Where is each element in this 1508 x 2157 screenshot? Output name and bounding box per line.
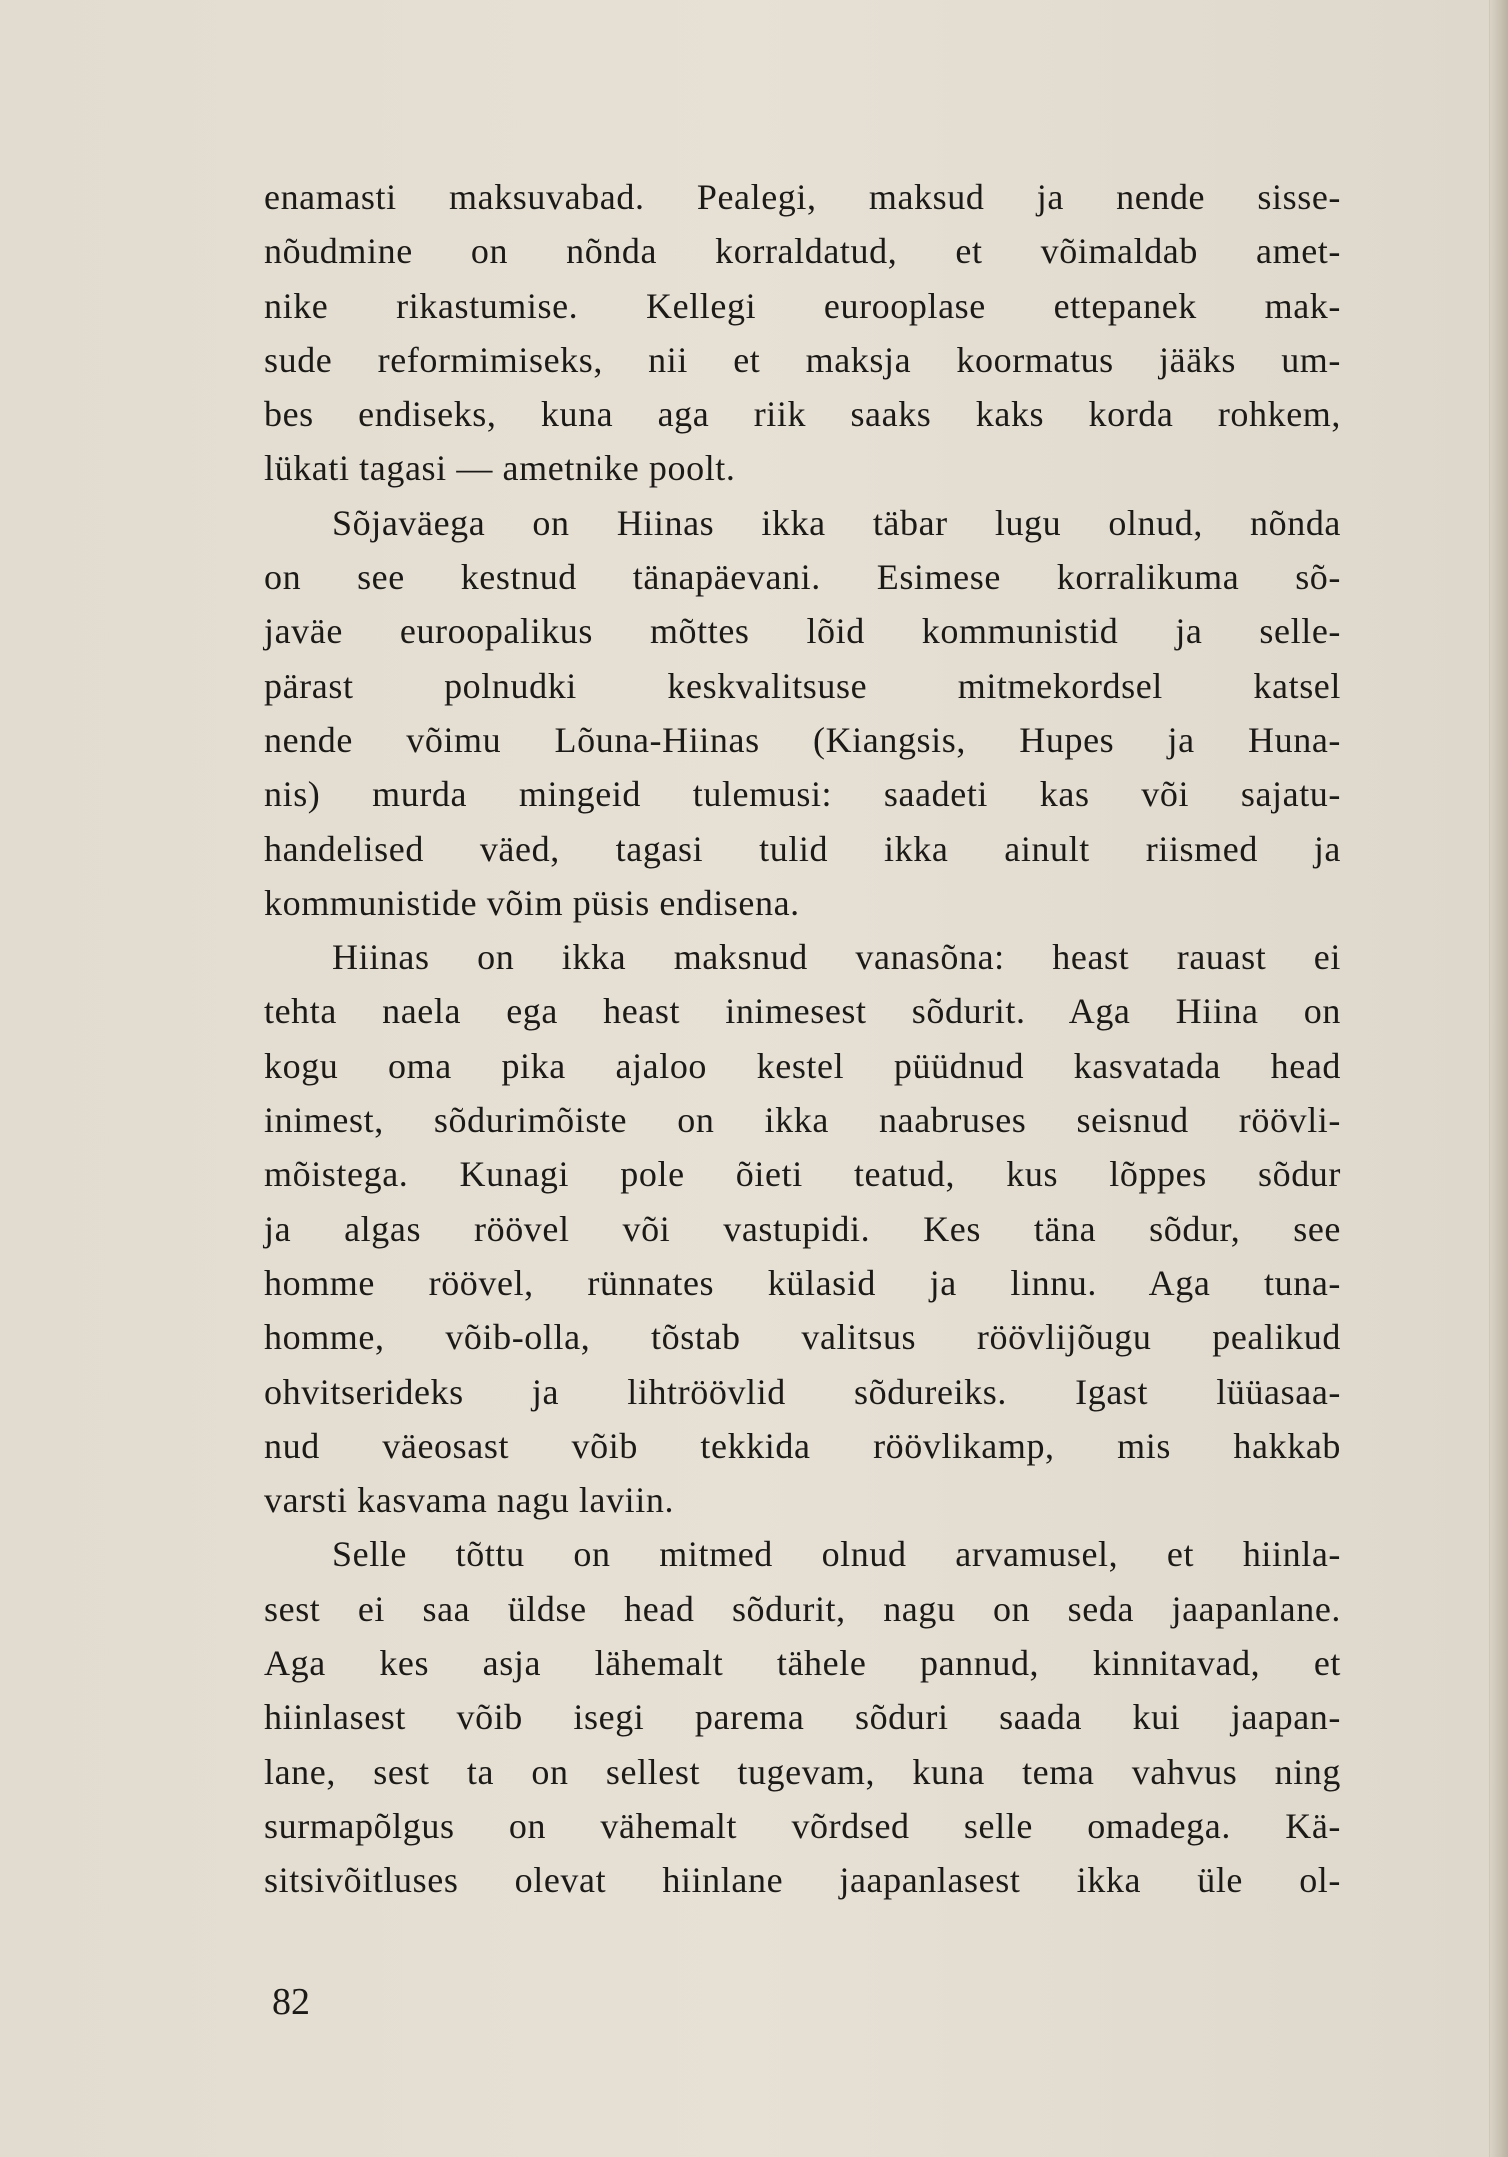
text-line: nis) murda mingeid tulemusi: saadeti kas või sajatu- [264,774,1341,815]
page-edge [1489,0,1508,2157]
text-line: homme, võib-olla, tõstab valitsus röövlijõugu pealikud [264,1317,1341,1358]
body-text [264,170,1341,1908]
text-line: Aga kes asja lähemalt tähele pannud, kinnitavad, et [264,1643,1341,1684]
text-line: Sõjaväega on Hiinas ikka täbar lugu olnud, nõnda [332,502,1341,543]
text-line: hiinlasest võib isegi parema sõduri saada kui jaapan- [264,1697,1341,1738]
page-number: 82 [272,1981,310,2023]
text-line: enamasti maksuvabad. Pealegi, maksud ja nende sisse- [264,177,1341,217]
text-line: nende võimu Lõuna-Hiinas (Kiangsis, Hupes ja Huna- [264,719,1341,760]
text-line: sude reformimiseks, nii et maksja koormatus jääks um- [264,339,1341,380]
text-line: nike rikastumise. Kellegi eurooplase ettepanek mak- [264,285,1341,326]
text-line: tehta naela ega heast inimesest sõdurit. Aga Hiina on [264,991,1341,1032]
text-line: sest ei saa üldse head sõdurit, nagu on seda jaapanlane. [264,1588,1341,1629]
text-line: javäe euroopalikus mõttes lõid kommunistid ja selle- [264,611,1341,652]
text-line: Hiinas on ikka maksnud vanasõna: heast rauast ei [332,937,1341,978]
text-line: bes endiseks, kuna aga riik saaks kaks korda rohkem, [264,394,1341,435]
text-line: pärast polnudki keskvalitsuse mitmekordsel katsel [264,665,1341,706]
text-line: Selle tõttu on mitmed olnud arvamusel, et hiinla- [332,1534,1341,1575]
text-line: mõistega. Kunagi pole õieti teatud, kus lõppes sõdur [264,1154,1341,1195]
text-line: kogu oma pika ajaloo kestel püüdnud kasvatada head [264,1045,1341,1086]
text-line: lane, sest ta on sellest tugevam, kuna tema vahvus ning [264,1751,1341,1792]
text-line: lükati tagasi — ametnike poolt. [264,448,736,489]
text-line: on see kestnud tänapäevani. Esimese korralikuma sõ- [264,557,1341,598]
text-line: kommunistide võim püsis endisena. [264,882,800,923]
text-line: inimest, sõdurimõiste on ikka naabruses seisnud röövli- [264,1100,1341,1141]
text-line: nõudmine on nõnda korraldatud, et võimaldab amet- [264,231,1341,272]
text-line: ohvitserideks ja lihtröövlid sõdureiks. Igast lüüasaa- [264,1371,1341,1412]
text-line: varsti kasvama nagu laviin. [264,1480,675,1521]
text-line: surmapõlgus on vähemalt võrdsed selle omadega. Kä- [264,1805,1341,1846]
text-line: nud väeosast võib tekkida röövlikamp, mis hakkab [264,1425,1341,1466]
text-line: sitsivõitluses olevat hiinlane jaapanlasest ikka üle ol- [264,1860,1341,1901]
text-line: homme röövel, rünnates külasid ja linnu. Aga tuna- [264,1262,1341,1303]
text-line: ja algas röövel või vastupidi. Kes täna sõdur, see [264,1208,1341,1249]
text-line: handelised väed, tagasi tulid ikka ainult riismed ja [264,828,1341,869]
